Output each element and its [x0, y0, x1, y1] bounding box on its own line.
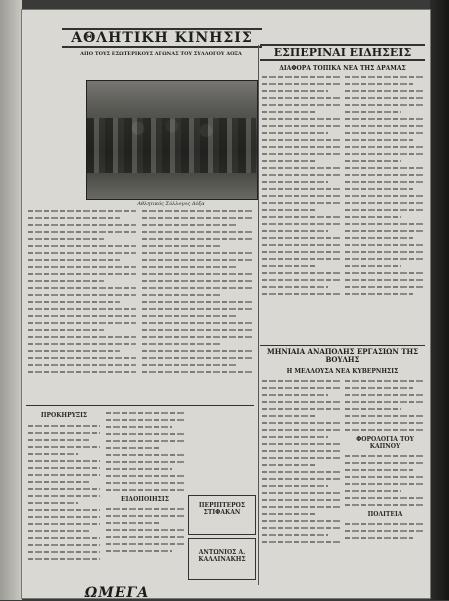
advertisement-box [188, 495, 256, 535]
left-article-column [28, 210, 136, 405]
notice-title: ΠΡΟΚΗΡΥΞΙΣ [40, 412, 88, 419]
right-rule [260, 345, 425, 346]
omega-logo: ΩΜΕΓΑ [84, 585, 150, 601]
center-notice-column [106, 412, 184, 577]
right-column-b [345, 76, 425, 341]
civic-notice-title: ΠΟΛΙΤΕΙΑ [367, 511, 403, 518]
parliament-column-a [262, 380, 340, 580]
center-article-column [142, 210, 254, 405]
right-column-a [262, 76, 340, 341]
announcement-title: ΕΙΔΟΠΟΙΗΣΙΣ [121, 496, 169, 503]
tobacco-tax-title: ΦΟΡΟΛΟΓΙΑ ΤΟΥ ΚΑΠΝΟΥ [356, 436, 414, 450]
binding-shadow [430, 0, 449, 600]
left-page-edge [0, 0, 22, 600]
left-notice-column [28, 412, 100, 577]
column-divider [258, 45, 259, 585]
athletics-subheader: ΑΠΟ ΤΟΥΣ ΕΣΩΤΕΡΙΚΟΥΣ ΑΓΩΝΑΣ ΤΟΥ ΣΥΛΛΟΓΟΥ ΔΟΞΑ [80, 51, 242, 57]
athletics-header: ΑΘΛΗΤΙΚΗ ΚΙΝΗΣΙΣ [62, 28, 262, 48]
team-members [86, 118, 256, 173]
advertisement-text: ΠΕΡΙΠΤΕΡΟΣ ΣΤΙΦΑΚΑΝ [198, 502, 246, 516]
local-news-subheader: ΔΙΑΦΟΡΑ ΤΟΠΙΚΑ ΝΕΑ ΤΗΣ ΔΡΑΜΑΣ [279, 65, 406, 72]
section-rule [26, 405, 254, 406]
government-subheadline: Η ΜΕΛΛΟΥΣΑ ΝΕΑ ΚΥΒΕΡΝΗΣΙΣ [286, 368, 399, 375]
photo-caption: Αθλητικός Σύλλογος Δόξα [137, 201, 205, 207]
evening-news-header: ΕΣΠΕΡΙΝΑΙ ΕΙΔΗΣΕΙΣ [260, 44, 425, 61]
shop-name: ΑΝΤΩΝΙΟΣ Α. ΚΑΛΛΙΝΑΚΗΣ [198, 549, 246, 563]
parliament-headline: ΜΗΝΙΑΙΑ ΑΝΑΠΟΛΗΣ ΕΡΓΑΣΙΩΝ ΤΗΣ ΒΟΥΛΗΣ [266, 347, 419, 364]
newspaper-page [22, 10, 430, 601]
parliament-column-b [345, 380, 425, 580]
shop-advertisement [188, 538, 256, 580]
